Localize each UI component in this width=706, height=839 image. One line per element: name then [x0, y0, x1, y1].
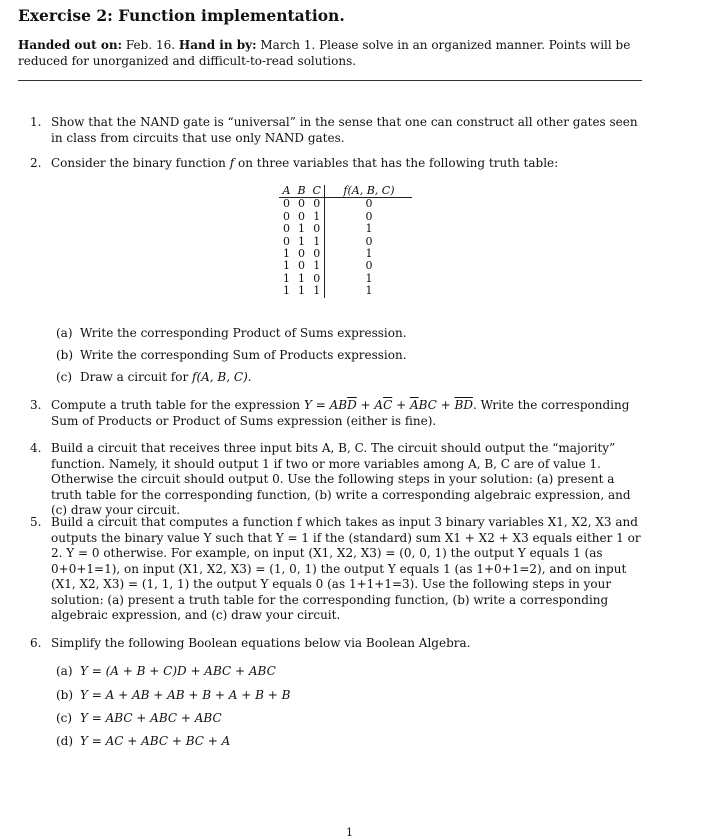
- truth-table-cell: 0: [325, 236, 413, 248]
- truth-table: [279, 185, 412, 298]
- q2-sub-b: (b) Write the corresponding Sum of Products expression.: [56, 348, 407, 362]
- truth-table-cell: 1: [313, 259, 321, 273]
- q6-sub-d: (d) Y = AC + ABC + BC + A: [56, 734, 231, 748]
- handed-out-label: Handed out on:: [18, 38, 123, 52]
- truth-table-cell: 1: [298, 234, 305, 248]
- question-text: Build a circuit that receives three input bits A, B, C. The circuit should output the “majority” function. Namely, it should output 1 if two or more variables among A, B, C are of value 1. Otherwise the circuit should output 0. Use the following steps in your solution: (a) present a truth table for the corresponding function, (b) write a corresponding algebraic expression, and (c) draw your circuit.: [51, 441, 631, 517]
- truth-table-cell: 0: [325, 198, 413, 211]
- truth-table-cell: 1: [325, 248, 413, 260]
- truth-table-cell: 1: [282, 271, 290, 285]
- truth-table-cell: 0: [282, 222, 290, 236]
- exercise-title: Exercise 2: Function implementation.: [18, 6, 345, 25]
- truth-table-row: [279, 198, 412, 211]
- question-number: 5.: [30, 515, 42, 529]
- header-b: B: [297, 184, 306, 197]
- truth-table-cell: 1: [325, 273, 413, 285]
- q2-sub-c: (c) Draw a circuit for f(A, B, C).: [56, 370, 252, 384]
- question-text: Show that the NAND gate is “universal” in the sense that one can construct all other gates seen in class from circuits that use only NAND gates.: [51, 115, 638, 145]
- question-2: [30, 156, 644, 172]
- truth-table-cell: 0: [282, 234, 290, 248]
- truth-table-row: [279, 223, 412, 235]
- truth-table-row: [279, 285, 412, 297]
- question-4: [30, 441, 644, 519]
- q6-sub-a: (a) Y = (A + B + C)D + ABC + ABC: [56, 664, 276, 678]
- q6-sub-c: (c) Y = ABC + ABC + ABC: [56, 711, 222, 725]
- truth-table-cell: 0: [298, 197, 305, 211]
- question-6: [30, 636, 644, 652]
- question-5: [30, 515, 644, 624]
- truth-table-cell: 1: [325, 285, 413, 297]
- truth-table-cell: 0: [298, 247, 305, 261]
- question-number: 4.: [30, 441, 42, 455]
- truth-table-cell: 0: [325, 211, 413, 223]
- truth-table-cell: 1: [325, 223, 413, 235]
- question-text: Build a circuit that computes a function f which takes as input 3 binary variables X1, X2, X3 and outputs the binary value Y such that Y = 1 if the (standard) sum X1 + X2 + X3 equals either 1 or 2. Y = 0 otherwise. For example, on input (X1, X2, X3) = (0, 0, 1) the output Y equals 1 (as 0+0+1=1), on input (X1, X2, X3) = (1, 0, 1) the output Y equals 1 (as 1+0+1=2), and on input (X1, X2, X3) = (1, 1, 1) the output Y equals 0 (as 1+1+1=3). Use the following steps in your solution: (a) present a truth table for the corresponding function, (b) write a corresponding algebraic expression, and (c) draw your circuit.: [51, 515, 641, 622]
- question-text: Consider the binary function f on three variables that has the following truth table:: [51, 156, 559, 170]
- truth-table-cell: 1: [298, 284, 305, 298]
- question-number: 2.: [30, 156, 42, 170]
- truth-table-cell: 1: [282, 284, 290, 298]
- question-number: 1.: [30, 115, 42, 129]
- truth-table-cell: 0: [313, 247, 321, 261]
- truth-table-cell: 0: [313, 197, 321, 211]
- truth-table-cell: 1: [282, 259, 290, 273]
- truth-table-cell: 0: [313, 222, 321, 236]
- question-number: 3.: [30, 398, 42, 412]
- divider: [18, 80, 642, 81]
- truth-table-cell: 1: [298, 271, 305, 285]
- header-f: f(A, B, C): [325, 185, 413, 198]
- truth-table-cell: 1: [313, 284, 321, 298]
- truth-table-cell: 1: [313, 234, 321, 248]
- q2-sub-a: (a) Write the corresponding Product of Sums expression.: [56, 326, 407, 340]
- question-number: 6.: [30, 636, 42, 650]
- truth-table-row: [279, 260, 412, 272]
- truth-table-cell: 0: [325, 260, 413, 272]
- question-3: [30, 398, 644, 429]
- truth-table-cell: 0: [298, 259, 305, 273]
- hand-in-label: Hand in by:: [178, 38, 257, 52]
- truth-table-cell: 0: [282, 209, 290, 223]
- truth-table-cell: 1: [313, 209, 321, 223]
- truth-table-cell: 0: [298, 209, 305, 223]
- truth-table-header: [279, 185, 412, 198]
- header-c: C: [312, 184, 321, 197]
- page-number: 1: [346, 826, 353, 839]
- truth-table-cell: 1: [282, 247, 290, 261]
- question-text: Compute a truth table for the expression $Y = AB\overline{D} + A\overline{C} + \overline{A}BC + \overline{BD}$. Write the corresponding Sum of Products or Product of Sums expression (either is fine).: [51, 398, 630, 428]
- handout-note: Please solve in an organized manner. Points will be reduced for unorganized and difficult-to-read solutions.: [18, 38, 631, 68]
- truth-table-cell: 0: [313, 271, 321, 285]
- handed-out-date: Feb. 16.: [125, 38, 176, 52]
- question-1: [30, 115, 644, 146]
- hand-in-date: March 1.: [260, 38, 316, 52]
- truth-table-cell: 0: [282, 197, 290, 211]
- header-a: A: [282, 184, 291, 197]
- truth-table-cell: 1: [298, 222, 305, 236]
- q6-sub-b: (b) Y = A + AB + AB + B + A + B + B: [56, 688, 291, 702]
- handout-info: [18, 37, 644, 69]
- question-text: Simplify the following Boolean equations below via Boolean Algebra.: [51, 636, 471, 650]
